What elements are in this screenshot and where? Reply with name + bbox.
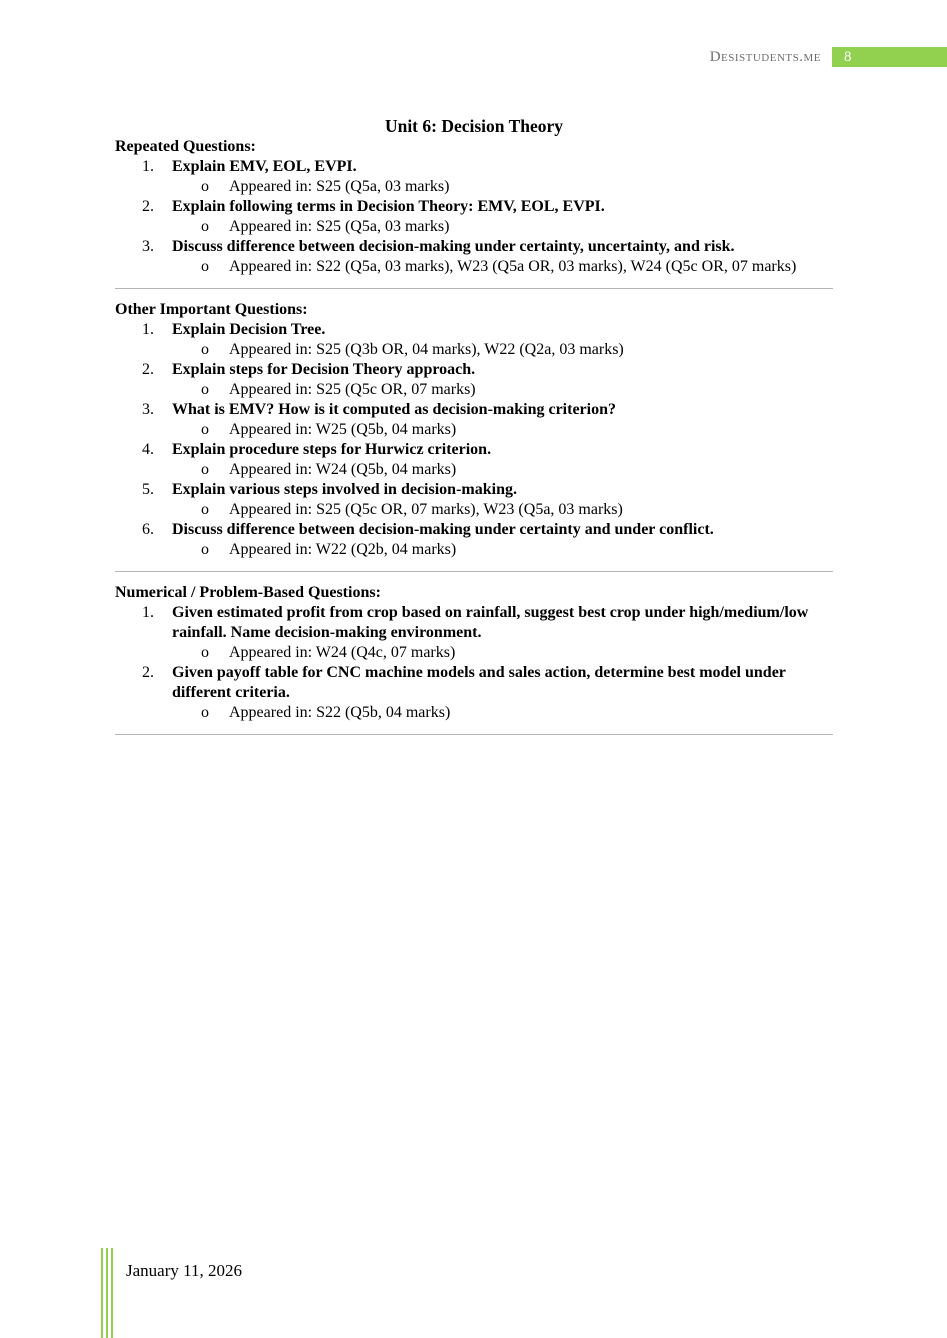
question-text: Discuss difference between decision-making under certainty and under conflict. — [172, 521, 714, 538]
bullet-icon: o — [201, 341, 209, 358]
question-item — [115, 440, 833, 460]
appeared-line — [115, 643, 833, 663]
question-text: Explain steps for Decision Theory approach. — [172, 361, 476, 378]
question-item — [115, 663, 833, 703]
footer-date: January 11, 2026 — [126, 1261, 242, 1280]
question-item — [115, 157, 833, 177]
bullet-icon: o — [201, 541, 209, 558]
appeared-text: Appeared in: S25 (Q5a, 03 marks) — [229, 218, 450, 235]
footer-bar — [101, 1248, 103, 1338]
bullet-icon: o — [201, 381, 209, 398]
question-text: Given payoff table for CNC machine models and sales action, determine best model under different criteria. — [172, 664, 786, 701]
question-number: 2. — [142, 198, 154, 215]
appeared-line — [115, 380, 833, 400]
question-number: 6. — [142, 521, 154, 538]
section-divider — [115, 288, 833, 289]
footer-accent-bars — [101, 1248, 115, 1338]
appeared-text: Appeared in: S25 (Q5c OR, 07 marks) — [229, 381, 476, 398]
header-page-number: 8 — [832, 47, 947, 67]
bullet-icon: o — [201, 258, 209, 275]
appeared-text: Appeared in: S25 (Q5c OR, 07 marks), W23 (Q5a, 03 marks) — [229, 501, 623, 518]
question-item — [115, 520, 833, 540]
question-text: Explain EMV, EOL, EVPI. — [172, 158, 357, 175]
appeared-line — [115, 217, 833, 237]
page-title: Unit 6: Decision Theory — [384, 116, 564, 136]
question-text: Explain procedure steps for Hurwicz criterion. — [172, 441, 492, 458]
question-number: 1. — [142, 321, 154, 338]
section-heading: Numerical / Problem-Based Questions: — [115, 584, 381, 601]
sections-container — [115, 137, 833, 735]
footer-bar — [106, 1248, 108, 1338]
appeared-text: Appeared in: W22 (Q2b, 04 marks) — [229, 541, 457, 558]
question-text: Explain various steps involved in decision-making. — [172, 481, 517, 498]
bullet-icon: o — [201, 218, 209, 235]
section-divider — [115, 734, 833, 735]
appeared-text: Appeared in: W25 (Q5b, 04 marks) — [229, 421, 457, 438]
question-text: Given estimated profit from crop based on rainfall, suggest best crop under high/medium/low rainfall. Name decision-making environment. — [172, 604, 809, 641]
appeared-line — [115, 540, 833, 560]
question-number: 1. — [142, 158, 154, 175]
question-item — [115, 480, 833, 500]
section-divider — [115, 571, 833, 572]
appeared-line — [115, 340, 833, 360]
section-heading: Other Important Questions: — [115, 301, 308, 318]
question-number: 2. — [142, 664, 154, 681]
appeared-text: Appeared in: S25 (Q3b OR, 04 marks), W22 (Q2a, 03 marks) — [229, 341, 624, 358]
question-number: 3. — [142, 238, 154, 255]
question-text: Discuss difference between decision-making under certainty, uncertainty, and risk. — [172, 238, 735, 255]
question-text: What is EMV? How is it computed as decision-making criterion? — [172, 401, 616, 418]
appeared-text: Appeared in: S25 (Q5a, 03 marks) — [229, 178, 450, 195]
question-item — [115, 603, 833, 643]
question-text: Explain Decision Tree. — [172, 321, 326, 338]
appeared-text: Appeared in: S22 (Q5b, 04 marks) — [229, 704, 451, 721]
question-item — [115, 360, 833, 380]
bullet-icon: o — [201, 178, 209, 195]
appeared-line — [115, 177, 833, 197]
header-site-name: Desistudents.me — [709, 49, 821, 65]
question-item — [115, 320, 833, 340]
question-number: 3. — [142, 401, 154, 418]
appeared-line — [115, 500, 833, 520]
appeared-line — [115, 257, 833, 277]
section-heading: Repeated Questions: — [115, 138, 256, 155]
document-body — [115, 115, 833, 746]
bullet-icon: o — [201, 421, 209, 438]
question-number: 2. — [142, 361, 154, 378]
bullet-icon: o — [201, 704, 209, 721]
question-number: 1. — [142, 604, 154, 621]
appeared-text: Appeared in: W24 (Q4c, 07 marks) — [229, 644, 456, 661]
bullet-icon: o — [201, 501, 209, 518]
appeared-text: Appeared in: W24 (Q5b, 04 marks) — [229, 461, 457, 478]
appeared-text: Appeared in: S22 (Q5a, 03 marks), W23 (Q5a OR, 03 marks), W24 (Q5c OR, 07 marks) — [229, 258, 797, 275]
bullet-icon: o — [201, 644, 209, 661]
appeared-line — [115, 460, 833, 480]
footer-bar — [111, 1248, 113, 1338]
question-number: 4. — [142, 441, 154, 458]
question-number: 5. — [142, 481, 154, 498]
appeared-line — [115, 420, 833, 440]
appeared-line — [115, 703, 833, 723]
bullet-icon: o — [201, 461, 209, 478]
question-item — [115, 400, 833, 420]
question-item — [115, 237, 833, 257]
question-item — [115, 197, 833, 217]
question-text: Explain following terms in Decision Theory: EMV, EOL, EVPI. — [172, 198, 605, 215]
